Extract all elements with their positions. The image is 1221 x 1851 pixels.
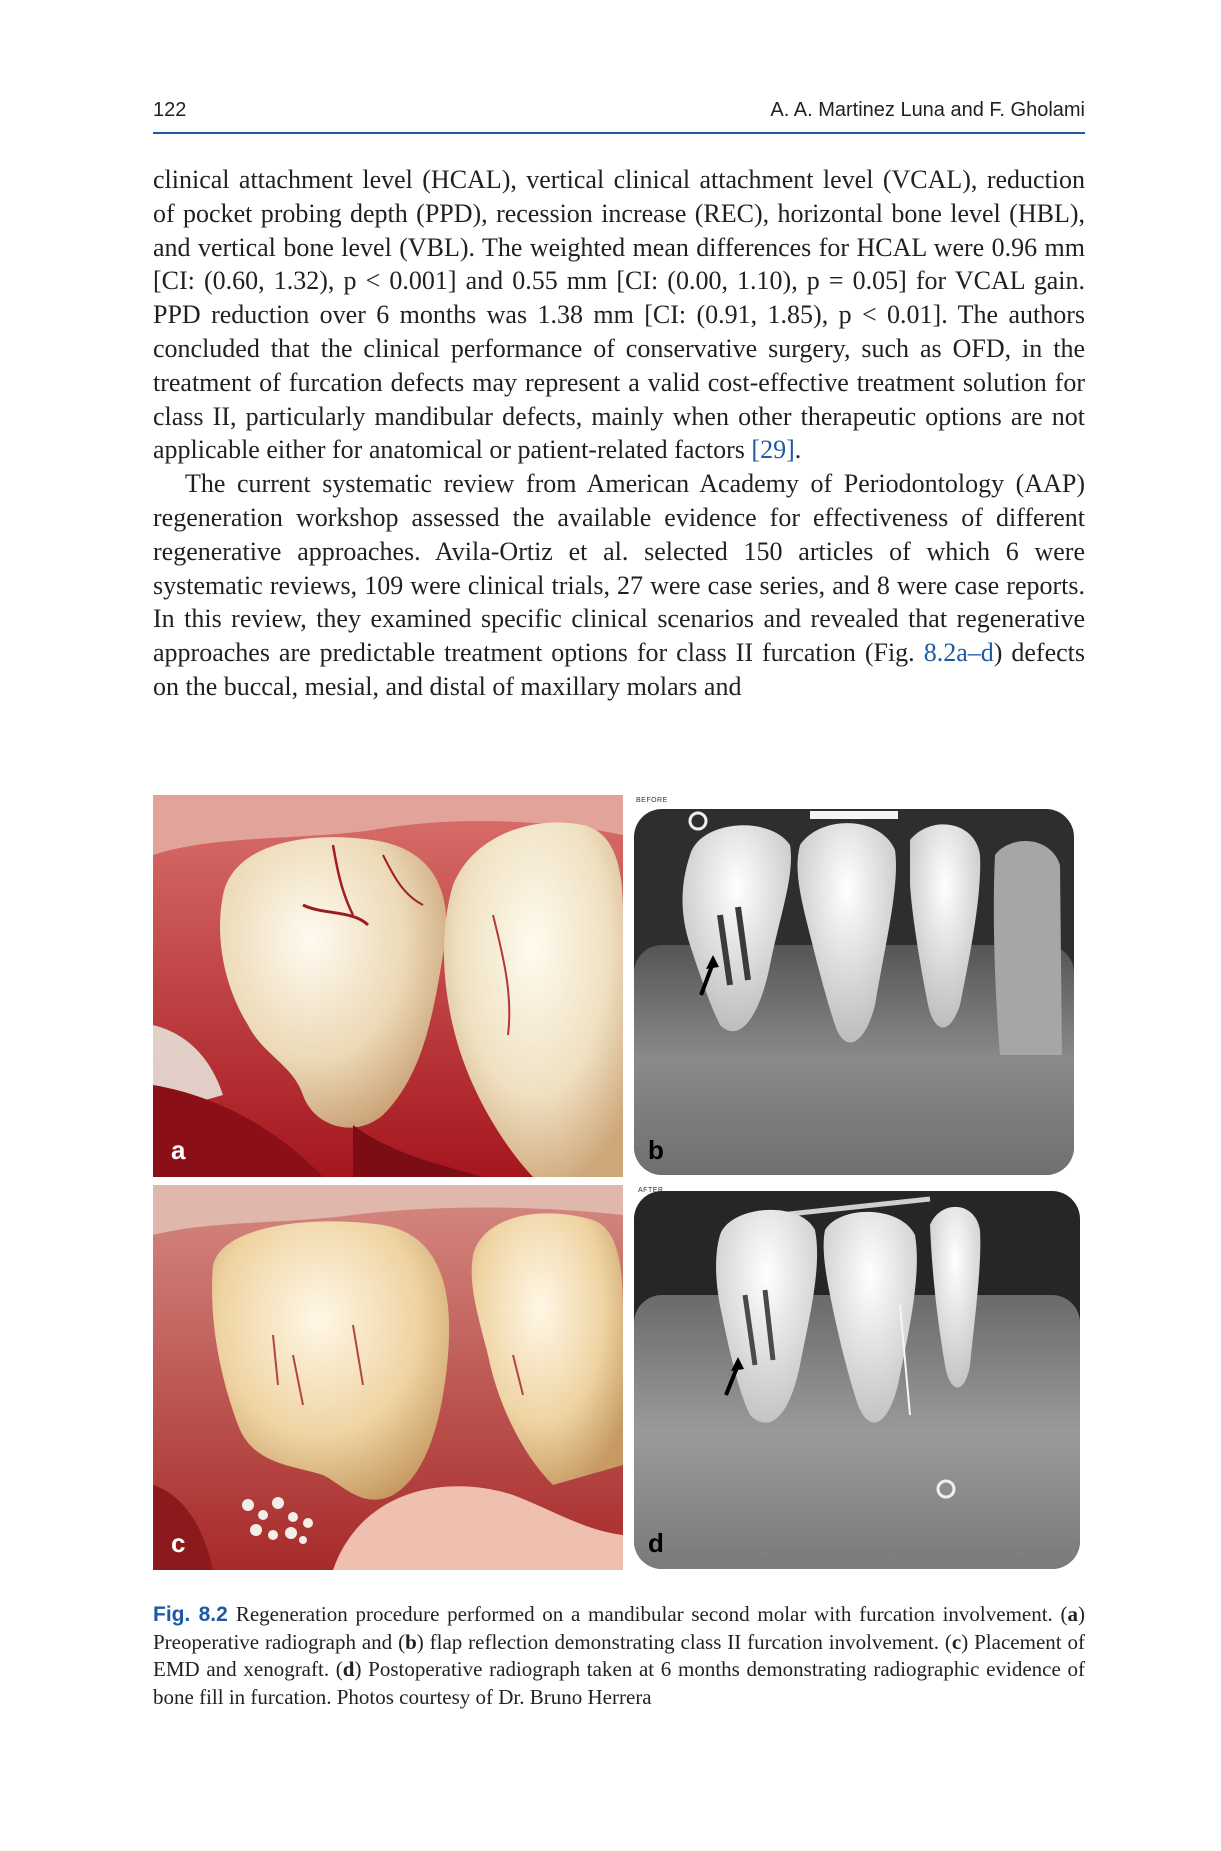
caption-letter-b: b [405, 1629, 417, 1654]
paragraph-1-end: . [794, 435, 802, 465]
page-header [153, 95, 1085, 127]
panel-label-a: a [171, 1135, 186, 1165]
preoperative-radiograph [630, 795, 1085, 1177]
after-tag: AFTER [638, 1187, 664, 1194]
caption-intro: Regeneration procedure performed on a mandibular second molar with furcation involvement. ( [235, 1602, 1068, 1626]
figure-link-8-2[interactable]: 8.2a–d [923, 638, 994, 668]
figure-caption [153, 1601, 1085, 1711]
caption-letter-d: d [342, 1657, 355, 1682]
radiograph-panel-d [630, 1185, 1085, 1570]
caption-letter-c: c [951, 1629, 962, 1654]
caption-text-c: ) Placement of EMD and xenograft. ( [153, 1629, 1085, 1682]
before-tag: BEFORE [636, 797, 668, 804]
caption-letter-a: a [1067, 1602, 1078, 1626]
paragraph-2-text-before: The current systematic review from American Academy of Periodontology (AAP) regeneration workshop assessed the available evidence for effectiveness of different regenerative approaches. Avila-Ortiz et al. selected 150 articles of which 6 were systematic reviews, 109 were clinical trials, 27 were case series, and 8 were case reports. In this review, they examined specific clinical scenarios and revealed that regenerative approaches are predictable treatment options for class II furcation (Fig. [153, 469, 1085, 668]
panel-label-b: b [648, 1135, 664, 1165]
radiograph-panel-b [630, 795, 1085, 1177]
clinical-photo-flap-reflection [153, 795, 623, 1177]
caption-text-a: ) Preoperative radiograph and ( [153, 1602, 1085, 1654]
figure-8-2 [153, 795, 1085, 1570]
paragraph-1 [153, 163, 1085, 467]
panel-label-c: c [171, 1528, 186, 1558]
page-number: 122 [153, 99, 187, 121]
caption-text-d: ) Postoperative radiograph taken at 6 months demonstrating radiographic evidence of bone fill in furcation. Photos courtesy of Dr. Bruno Herrera [153, 1657, 1085, 1709]
citation-link-29[interactable]: [29] [751, 435, 795, 465]
running-head: A. A. Martinez Luna and F. Gholami [770, 99, 1085, 121]
photo-panel-a [153, 795, 623, 1177]
paragraph-2-text-after: ) defects on the buccal, mesial, and distal of maxillary molars and [153, 638, 1086, 701]
paragraph-2 [153, 467, 1085, 704]
body-text [153, 163, 1085, 704]
caption-label: Fig. 8.2 [153, 1603, 228, 1626]
panel-label-d: d [648, 1528, 664, 1558]
photo-panel-c [153, 1185, 623, 1570]
caption-text-b: ) flap reflection demonstrating class II furcation involvement. ( [416, 1629, 952, 1654]
header-rule [153, 132, 1085, 134]
clinical-photo-emd-xenograft [153, 1185, 623, 1570]
paragraph-1-text: clinical attachment level (HCAL), vertical clinical attachment level (VCAL), reduction of pocket probing depth (PPD), recession increase (REC), horizontal bone level (HBL), and vertical bone level (VBL). The weighted mean differences for HCAL were 0.96 mm [CI: (0.60, 1.32), p < 0.001] and 0.55 mm [CI: (0.00, 1.10), p = 0.05] for VCAL gain. PPD reduction over 6 months was 1.38 mm [CI: (0.91, 1.85), p < 0.01]. The authors concluded that the clinical performance of conservative surgery, such as OFD, in the treatment of furcation defects may represent a valid cost-effective treatment solution for class II, particularly mandibular defects, mainly when other therapeutic options are not applicable either for anatomical or patient-related factors [153, 165, 1085, 465]
postoperative-radiograph [630, 1185, 1085, 1570]
